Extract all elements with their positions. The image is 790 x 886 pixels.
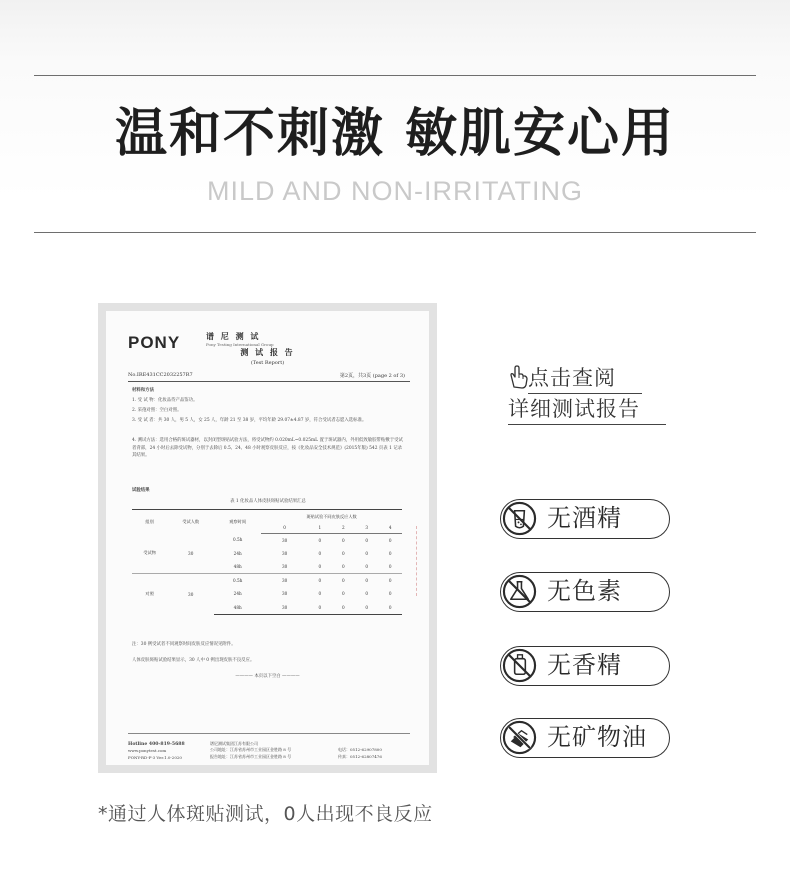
report-subtitle: (Test Report) bbox=[250, 360, 285, 366]
badge-no-mineral-oil bbox=[500, 718, 670, 758]
table-cell: 0 bbox=[341, 537, 345, 543]
footer-address-1: 公司地址：江苏省苏州市工业园区金胜路 8 号 bbox=[210, 747, 292, 753]
no-fragrance-icon bbox=[502, 648, 537, 683]
test-report-image[interactable] bbox=[98, 303, 437, 773]
end-of-page-text: ———— 本页以下空白 ———— bbox=[235, 674, 300, 679]
table-cell: 0 bbox=[318, 537, 322, 543]
footer-code: PONY-RD-F-3 Ver.1.0-2020 bbox=[128, 754, 182, 760]
col-reactions: 斑贴试验不同皮肤反应人数 bbox=[261, 510, 402, 524]
grade-2: 2 bbox=[332, 523, 355, 533]
table-cell: 0 bbox=[318, 550, 322, 556]
bottom-divider bbox=[34, 232, 756, 233]
table-cell: 0 bbox=[388, 550, 392, 556]
table-cell: 0 bbox=[378, 574, 402, 588]
website: www.ponytest.com bbox=[128, 748, 167, 754]
view-link-line-1: 点击查阅 bbox=[528, 363, 642, 394]
footer-tel: 电话：0512-62907800 bbox=[338, 747, 382, 753]
badge-no-alcohol bbox=[500, 499, 670, 539]
badge-label: 无色素 bbox=[547, 577, 622, 605]
table-cell: 48h bbox=[233, 564, 242, 569]
table-cell: 0 bbox=[378, 601, 402, 615]
grade-4: 4 bbox=[378, 523, 402, 533]
table-cell: 0 bbox=[341, 564, 345, 569]
table-cell: 0.5h bbox=[233, 537, 243, 543]
red-seal-stamp bbox=[416, 526, 429, 596]
method-item-3: 3. 受 试 者：共 30 人，男 5 人，女 25 人，年龄 21 至 38 岁，平均年龄 29.07±4.87 岁，符合受试者志愿入选标准。 bbox=[132, 418, 367, 423]
footnote: *通过人体斑贴测试，0人出现不良反应 bbox=[98, 803, 433, 825]
footer-line bbox=[128, 733, 410, 734]
table-cell: 0 bbox=[365, 550, 369, 556]
subheadline: MILD AND NON-IRRITATING bbox=[206, 176, 583, 206]
table-cell: 0 bbox=[341, 550, 345, 556]
table-cell: 24h bbox=[233, 550, 242, 556]
table-cell: 0 bbox=[355, 574, 378, 588]
table-cell: 0 bbox=[388, 564, 392, 569]
table-cell: 0 bbox=[365, 591, 369, 597]
footer-phone bbox=[338, 741, 382, 760]
grade-1: 1 bbox=[308, 523, 331, 533]
grade-3: 3 bbox=[355, 523, 378, 533]
footer-fax: 传真：0512-62807476 bbox=[338, 753, 382, 759]
col-count: 受试人数 bbox=[167, 510, 214, 534]
badge-no-fragrance bbox=[500, 646, 670, 686]
table-row bbox=[132, 533, 402, 547]
view-full-report-link[interactable] bbox=[508, 363, 668, 425]
table-row bbox=[132, 574, 402, 588]
table-cell: 30 bbox=[261, 574, 308, 588]
table-cell: 30 bbox=[281, 591, 288, 597]
method-item-1: 1. 受 试 物：化妆品待产品鉴功。 bbox=[132, 398, 198, 403]
table-cell: 0 bbox=[365, 564, 369, 569]
table-cell: 0 bbox=[308, 574, 331, 588]
top-divider bbox=[34, 75, 756, 76]
section-materials: 材料和方法 bbox=[132, 388, 154, 393]
no-pigment-flask-icon bbox=[502, 574, 537, 609]
table-cell: 30 bbox=[261, 601, 308, 615]
table-cell: 0 bbox=[388, 537, 392, 543]
grade-0: 0 bbox=[261, 523, 308, 533]
logo-english-name: Pony Testing International Group bbox=[206, 342, 274, 347]
table-cell: 24h bbox=[233, 591, 242, 597]
badge-no-pigment bbox=[500, 572, 670, 612]
table-cell: 0 bbox=[332, 574, 355, 588]
headline: 温和不刺激 敏肌安心用 bbox=[114, 104, 676, 164]
table-cell: 0 bbox=[355, 601, 378, 615]
table-cell: 0 bbox=[318, 591, 322, 597]
badge-label: 无香精 bbox=[547, 651, 622, 679]
hotline: Hotline 400-819-5688 bbox=[128, 742, 185, 747]
table-cell: 0 bbox=[341, 591, 345, 597]
table-cell: 0 bbox=[332, 601, 355, 615]
no-mineral-oil-icon bbox=[502, 720, 537, 755]
table-cell: 30 bbox=[188, 550, 194, 556]
table-cell: 30 bbox=[281, 550, 288, 556]
table-cell: 0 bbox=[388, 591, 392, 597]
badge-label: 无矿物油 bbox=[547, 723, 647, 751]
section-results: 试验结果 bbox=[132, 488, 150, 493]
table-cell: 对照 bbox=[132, 574, 167, 615]
col-time: 观察时间 bbox=[214, 510, 261, 534]
footer-company: 谱尼测试集团江苏有限公司 bbox=[210, 741, 258, 746]
table-cell: 30 bbox=[281, 564, 288, 569]
method-item-4: 4. 测试方法：选用合格的斑试器材，以封闭型斑贴试验方法，将受试物约 0.020mL~0.025mL 置于斑试器内，外用低致敏胶带贴敷于受试者背部，24 小时后去除受试物，分别于去除后 0.5、24、48 小时观察皮肤反应，按《化妆品安全技术规范》(2015年版) 542 页表 1 记录其结果。 bbox=[132, 438, 403, 459]
method-item-2: 2. 采孢对照：空白对照。 bbox=[132, 408, 182, 413]
col-group: 组别 bbox=[132, 510, 167, 534]
report-number: No.IRE431CC2032257R7 bbox=[128, 372, 193, 378]
report-header-line bbox=[128, 381, 410, 382]
table-cell: 0.5h bbox=[214, 574, 261, 588]
table-caption: 表 1 化妆品人体皮肤斑贴试验结果汇总 bbox=[230, 499, 306, 504]
view-link-line-2: 详细测试报告 bbox=[508, 394, 666, 425]
report-title: 测 试 报 告 bbox=[240, 347, 295, 357]
table-cell: 受试物 bbox=[143, 550, 156, 555]
no-alcohol-icon bbox=[502, 501, 537, 536]
result-summary: 人体皮肤斑贴试验结果显示，30 人中 0 例出现皮肤不良反应。 bbox=[132, 658, 255, 663]
footer-address bbox=[210, 741, 291, 760]
logo-chinese-name: 谱 尼 测 试 bbox=[206, 331, 261, 341]
table-cell: 0 bbox=[318, 564, 322, 569]
pony-logo: PONY bbox=[128, 333, 181, 352]
footer-address-2: 报告地址：江苏省苏州市工业园区金胜路 8 号 bbox=[210, 753, 292, 759]
table-cell: 48h bbox=[214, 601, 261, 615]
table-cell: 30 bbox=[281, 537, 288, 543]
table-note: 注：30 例受试者不同观察时间皮肤反应情况见附件。 bbox=[132, 642, 236, 647]
test-report-page bbox=[106, 311, 429, 765]
report-page-number: 第2页，共3页 (page 2 of 3) bbox=[339, 373, 405, 379]
results-table bbox=[132, 509, 402, 615]
table-cell: 30 bbox=[167, 574, 214, 615]
footer-contact bbox=[128, 741, 185, 761]
table-cell: 0 bbox=[365, 537, 369, 543]
table-cell: 0 bbox=[308, 601, 331, 615]
badge-label: 无酒精 bbox=[547, 504, 622, 532]
